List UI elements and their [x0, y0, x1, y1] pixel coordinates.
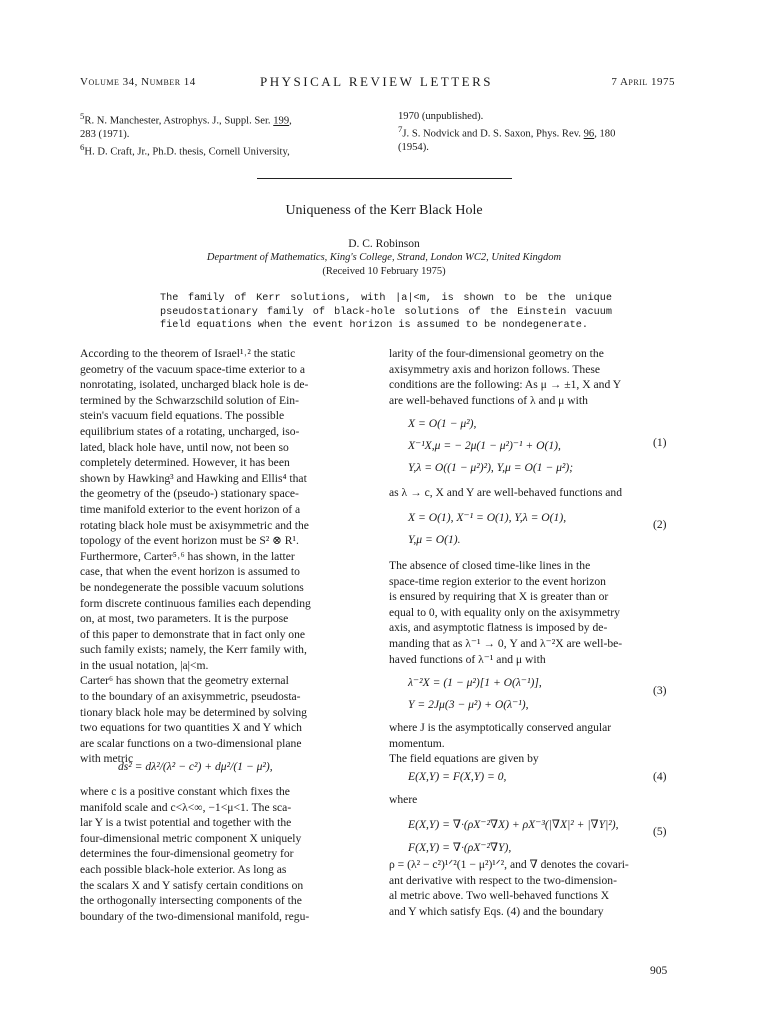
page-number: 905 — [650, 965, 668, 977]
journal-volume: Volume 34, Number 14 — [80, 76, 196, 88]
paper-title: Uniqueness of the Kerr Black Hole — [285, 203, 483, 218]
left-column-body-2: where c is a positive constant which fixes the manifold scale and c<λ<∞, −1<μ<1. The sca- lar Y is a twist potential and together with the four-dimensional metric component X uniquely determines the four-dimensional geometry for each possible black-hole exterior. As long as the scalars X and Y satisfy certain conditions on the orthogonally intersecting components of the boundary of the two-dimensional manifold, regu- — [80, 785, 310, 923]
received-date: (Received 10 February 1975) — [322, 266, 446, 277]
abstract: The family of Kerr solutions, with |a|<m, is shown to be the unique pseudostationary family of black-hole solutions of the Einstein vacuum field equations when the event horizon is assumed to be nondegenerate. — [160, 293, 612, 331]
right-column-body-2: The absence of closed time-like lines in the space-time region exterior to the event horizon is ensured by requiring that X is greater than or equal to 0, with equality only on the axisymmetry axis, and asymptotic flatness is imposed by de- manding that as λ⁻¹ → 0, Y and λ⁻²X are well-be- haved functions of λ⁻¹ and μ with — [389, 559, 623, 666]
equation-2: X = O(1), X⁻¹ = O(1), Y,λ = O(1), Y,μ = O(1). — [408, 511, 567, 546]
section-divider — [257, 178, 512, 179]
equation-4-number: (4) — [653, 770, 667, 783]
footnote-5-cont: 283 (1971). — [80, 128, 130, 140]
equation-4: E(X,Y) = F(X,Y) = 0, — [408, 770, 507, 783]
equation-1: X = O(1 − μ²), X⁻¹X,μ = − 2μ(1 − μ²)⁻¹ + O(1), Y,λ = O((1 − μ²)²), Y,μ = O(1 − μ²); — [408, 417, 574, 474]
right-column-text-mid: as λ → c, X and Y are well-behaved functions and — [389, 486, 623, 499]
right-column-body-3: where J is the asymptotically conserved angular momentum. The field equations are given by — [389, 721, 612, 766]
right-column-body-4: ρ = (λ² − c²)¹ᐟ²(1 − μ²)¹ᐟ², and ∇ denotes the covari- ant derivative with respect to the two-dimension- al metric above. Two well-behaved functions X and Y which satisfy Eqs. (4) and the boundary — [389, 858, 629, 918]
running-header — [80, 76, 675, 92]
issue-date: 7 April 1975 — [611, 76, 675, 88]
equation-5: E(X,Y) = ∇·(ρX⁻²∇X) + ρX⁻³(|∇X|² + |∇Y|²), F(X,Y) = ∇·(ρX⁻²∇Y), — [408, 818, 619, 854]
journal-name: PHYSICAL REVIEW LETTERS — [260, 74, 493, 89]
equation-2-number: (2) — [653, 518, 667, 531]
equation-3-number: (3) — [653, 684, 667, 697]
footnote-6: $^6$H. D. Craft, Jr., Ph.D. thesis, Cornell University, — [80, 142, 290, 158]
footnotes-left — [80, 110, 380, 159]
equation-3: λ⁻²X = (1 − μ²)[1 + O(λ⁻¹)], Y = 2Jμ(3 − μ²) + O(λ⁻¹), — [408, 676, 542, 711]
paper-author: D. C. Robinson — [348, 238, 420, 250]
metric-equation: ds² = dλ²/(λ² − c²) + dμ²/(1 − μ²), — [118, 760, 273, 773]
equation-1-number: (1) — [653, 436, 667, 449]
equation-5-number: (5) — [653, 825, 667, 838]
footnote-5: $^5$R. N. Manchester, Astrophys. J., Suppl. Ser. 199, — [80, 111, 292, 127]
footnotes-right — [398, 110, 698, 155]
author-affiliation: Department of Mathematics, King's College, Strand, London WC2, United Kingdom — [206, 252, 562, 263]
left-column-body-1: According to the theorem of Israel¹˒² the static geometry of the vacuum space-time exterior to a nonrotating, isolated, uncharged black hole is de- termined by the Schwarzschild solution of Ein- stein's vacuum field equations. The possible equilibrium states of a rotating, uncharged, iso- lated, black hole have, until now, not been so completely determined. However, it has been shown by Hawking³ and Hawking and Ellis⁴ that the geometry of the (pseudo-) stationary space- time manifold exterior to the event horizon of a rotating black hole must be axisymmetric and the topology of the event horizon must be S² ⊗ R¹. Furthermore, Carter⁵˒⁶ has shown, in the latter case, that when the event horizon is assumed to be nondegenerate the possible vacuum solutions form discrete continuous families each depending on, at most, two parameters. It is the purpose of this paper to demonstrate that in fact only one such family exists; namely, the Kerr family with, in the usual notation, |a|<m. Carter⁶ has shown that the geometry external to the boundary of an axisymmetric, pseudosta- tionary black hole may be determined by solving two equations for two quantities X and Y which are scalar functions on a two-dimensional plane with metric — [80, 347, 311, 766]
footnote-6-cont: 1970 (unpublished). — [398, 111, 484, 122]
right-column-body-1: larity of the four-dimensional geometry on the axisymmetry axis and horizon follows. These conditions are the following: As μ → ±1, X and Y are well-behaved functions of λ and μ with — [389, 347, 622, 407]
footnote-7: $^7$J. S. Nodvick and D. S. Saxon, Phys. Rev. 96, 180 — [398, 124, 616, 140]
where-label: where — [389, 793, 418, 806]
footnote-7-cont: (1954). — [398, 142, 429, 154]
